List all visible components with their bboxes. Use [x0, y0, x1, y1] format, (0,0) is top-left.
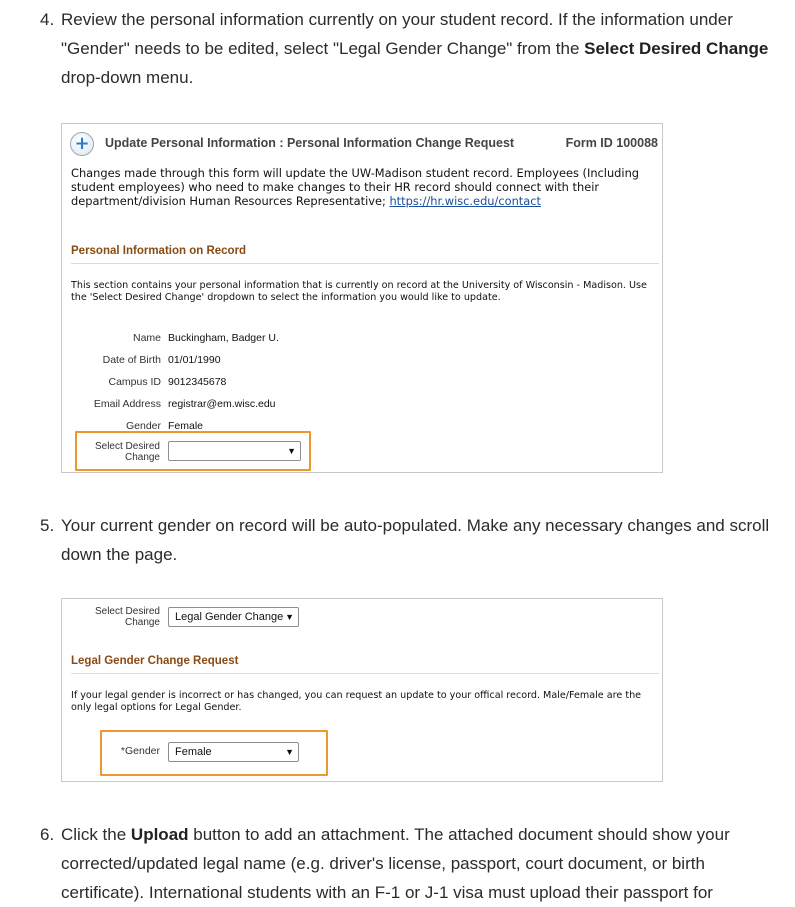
form-intro: [71, 166, 656, 208]
step-5: [40, 511, 785, 569]
select-value: Female: [175, 746, 212, 758]
field-value: Female: [168, 420, 204, 432]
step-text: [61, 5, 785, 92]
label-line: Change: [124, 452, 160, 463]
screenshot-legal-gender-change: [61, 598, 663, 782]
field-value: Buckingham, Badger U.: [168, 332, 279, 344]
field-row-campus-id: [62, 376, 662, 392]
field-row-name: [62, 332, 662, 348]
form-header: [70, 130, 660, 158]
section-title: Personal Information on Record: [71, 245, 659, 264]
hr-contact-link[interactable]: https://hr.wisc.edu/contact: [389, 194, 541, 208]
highlight-box: [100, 730, 328, 776]
label-line: Select Desired: [94, 606, 160, 617]
plus-circle-icon[interactable]: +: [70, 132, 94, 156]
field-label: Email Address: [93, 398, 161, 410]
form-title: Update Personal Information : Personal Information Change Request: [105, 136, 515, 150]
step-4: [40, 5, 785, 92]
section-description: This section contains your personal information that is currently on record at the University of Wisconsin - Madison. Use the 'Select Desired Change' dropdown to select the information you would like to update.: [71, 280, 647, 303]
gender-label: *Gender: [120, 745, 160, 757]
label-line: Change: [124, 617, 160, 628]
section-description: If your legal gender is incorrect or has changed, you can request an update to your offical record. Male/Female are the only legal options for Legal Gender.: [71, 690, 642, 713]
select-desired-change-dropdown[interactable]: [168, 607, 299, 627]
field-value: 01/01/1990: [168, 354, 221, 366]
field-label: Date of Birth: [102, 354, 161, 366]
form-id: Form ID 100088: [565, 136, 658, 150]
step-text: Your current gender on record will be auto-populated. Make any necessary changes and scroll down the page.: [61, 516, 770, 564]
chevron-down-icon: ▼: [285, 612, 294, 622]
screenshot-personal-info: [61, 123, 663, 473]
step-bold-text: Upload: [130, 825, 189, 844]
select-value: Legal Gender Change: [175, 611, 284, 623]
field-label: Gender: [125, 420, 161, 432]
step-bold-text: Select Desired Change: [584, 39, 769, 58]
intro-text: Changes made through this form will update the UW-Madison student record. Employees (Including student employees) who need to make changes to their HR record should connect with their department/division Human Resources Representative;: [71, 166, 640, 208]
step-text-part: drop-down menu.: [61, 68, 194, 87]
chevron-down-icon: ▼: [285, 747, 294, 757]
section-title: Legal Gender Change Request: [71, 655, 659, 674]
step-number: 6.: [40, 825, 55, 844]
step-text: [61, 820, 785, 907]
chevron-down-icon: ▼: [287, 446, 296, 456]
step-text-part: Review the personal information currently on your student record. If the information under "Gender" needs to be edited, select "Legal Gender Change" from the: [61, 10, 733, 58]
select-desired-change-label: [95, 606, 160, 628]
step-number: 5.: [40, 516, 55, 535]
field-label: Name: [132, 332, 161, 344]
label-line: Select Desired: [94, 441, 160, 452]
highlight-box: [75, 431, 311, 471]
field-row-email: [62, 398, 662, 414]
step-number: 4.: [40, 10, 55, 29]
field-value: registrar@em.wisc.edu: [168, 398, 276, 410]
field-label: Campus ID: [108, 376, 161, 388]
step-6: [40, 820, 785, 907]
field-row-dob: [62, 354, 662, 370]
step-text-part: Click the: [61, 825, 131, 844]
step-text-part: button to add an attachment. The attached document should show your corrected/updated legal name (e.g. driver's license, passport, court document, or birth certificate). International students with an F-1 or J-1 visa must upload their passport for: [61, 825, 730, 902]
field-value: 9012345678: [168, 376, 227, 388]
